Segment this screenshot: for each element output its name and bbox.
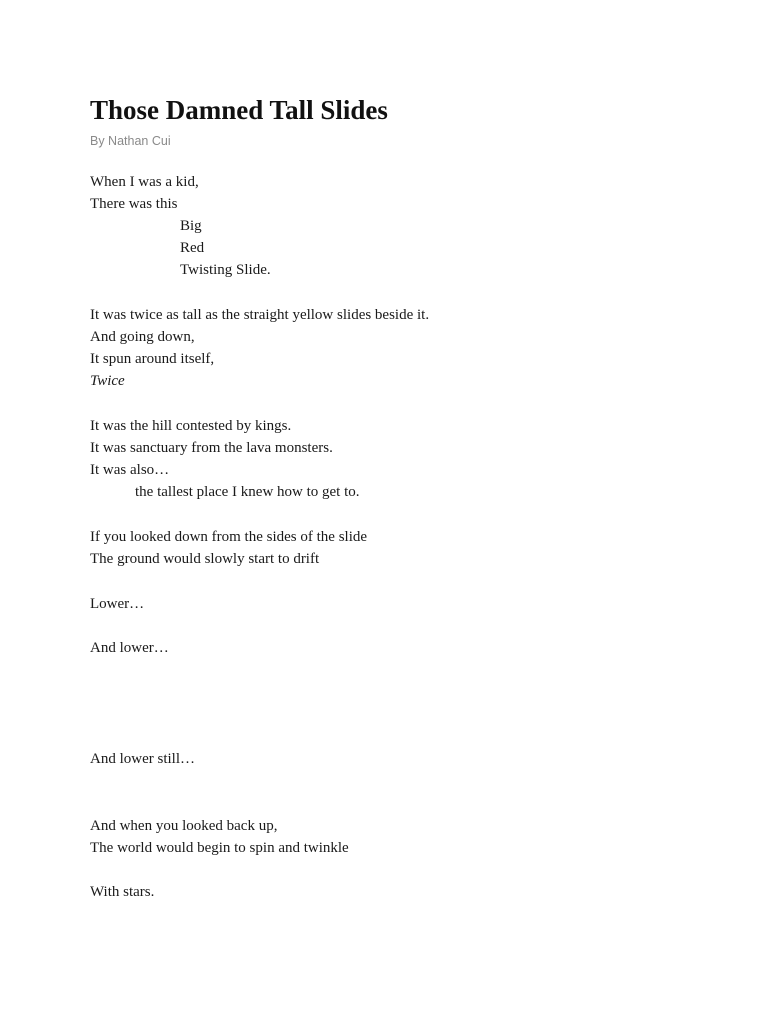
poem-line: Red [180,240,205,256]
poem-line: It was also… [90,462,170,478]
poem-line: And when you looked back up, [90,818,278,834]
poem-line: Twice [90,373,125,389]
poem-line: Big [180,218,202,234]
poem-line: The ground would slowly start to drift [90,551,320,567]
poem-line: If you looked down from the sides of the slide [90,529,368,545]
poem-line: It was the hill contested by kings. [90,418,292,434]
poem-line: It was sanctuary from the lava monsters. [90,440,333,456]
poem-line: And lower… [90,640,169,656]
poem-line: Twisting Slide. [180,262,271,278]
poem-line: There was this [90,196,178,212]
poem-line: When I was a kid, [90,174,199,190]
poem-line: It was twice as tall as the straight yellow slides beside it. [90,307,430,323]
poem-line: It spun around itself, [90,351,215,367]
poem-title: Those Damned Tall Slides [90,95,388,125]
poem-line: The world would begin to spin and twinkle [90,840,349,856]
poem-line: And lower still… [90,751,195,767]
poem-line: And going down, [90,329,195,345]
poem-line: With stars. [90,884,155,900]
author-byline: By Nathan Cui [90,134,171,148]
poem-line: the tallest place I knew how to get to. [135,484,360,500]
poem-line: Lower… [90,596,145,612]
